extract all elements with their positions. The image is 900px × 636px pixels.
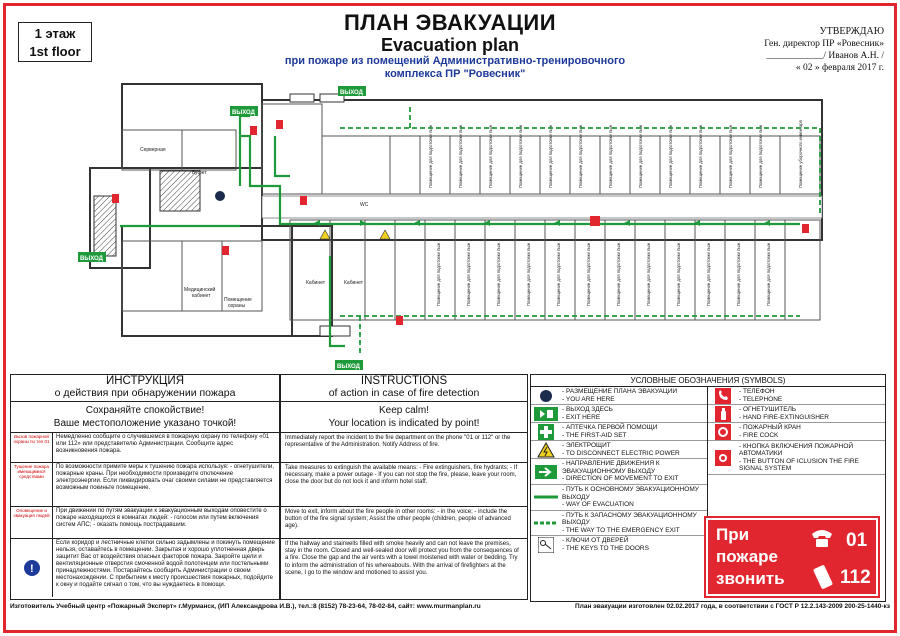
svg-text:Помещение для подготовки пыж: Помещение для подготовки пыж [458, 124, 463, 188]
symbol-ru: - ПУТЬ К ОСНОВНОМУ ЭВАКУАЦИОННОМУ ВЫХОДУ [562, 486, 699, 501]
symbol-en: - THE FIRST-AID SET [562, 431, 627, 439]
door-keys-icon [533, 537, 559, 552]
svg-text:Помещение: Помещение [224, 297, 252, 303]
svg-text:Серверная: Серверная [140, 147, 166, 153]
ru-row-text: Немедленно сообщите о случившемся в пожарную охрану по телефону «01 или 112» или представителю Администрации. Сообщите адрес возникновения пожара. [56, 434, 270, 454]
ru-keep-calm [11, 401, 279, 433]
callbox-line2: пожаре [716, 547, 778, 566]
approve-line1: УТВЕРЖДАЮ [819, 26, 884, 37]
svg-text:Помещение для подготовки пыж: Помещение для подготовки пыж [578, 124, 583, 188]
svg-text:Помещение для подготовки пыж: Помещение для подготовки пыж [496, 242, 501, 306]
en-row-1: Immediately report the incident to the fire department on the phone "01 or 112" or the representative of the Administration. Notify Address of fire. [281, 433, 527, 463]
symbol-ru: - ОГНЕТУШИТЕЛЬ [739, 406, 797, 413]
svg-text:ВЫХОД: ВЫХОД [337, 364, 360, 370]
floor-en: 1st floor [29, 44, 81, 59]
footer-left: Изготовитель Учебный центр «Пожарный Эксперт» г.Мурманск, (ИП Александрова И.В.), тел.:8 (8152) 78-23-64, 78-02-84, сайт: www.murmanplan.ru [10, 603, 481, 610]
approval-block [724, 26, 884, 74]
callbox-number-112: 112 [840, 567, 871, 588]
electric-warning-icon [533, 442, 559, 457]
svg-text:Помещение для подготовки пыж: Помещение для подготовки пыж [526, 242, 531, 306]
spare-route-icon [533, 515, 559, 530]
floor-label [18, 22, 92, 62]
symbol-item [531, 441, 707, 459]
floor-plan [60, 76, 860, 372]
ru-row-2 [11, 463, 279, 507]
svg-text:!: ! [29, 563, 34, 575]
symbol-item [708, 405, 885, 423]
mobile-phone-icon [812, 564, 834, 590]
subtitle-line1: при пожаре из помещений Административно-тренировочного [284, 55, 626, 67]
subtitle-line2: комплекса ПР "Ровесник" [384, 68, 526, 80]
svg-text:кабинет: кабинет [192, 293, 211, 299]
fire-alarm-button-icon [710, 450, 736, 465]
symbol-ru: - ВЫХОД ЗДЕСЬ [562, 406, 613, 413]
symbol-ru: - КЛЮЧИ ОТ ДВЕРЕЙ [562, 537, 629, 544]
extinguish-icon: Тушение пожара имеющимися средствами [11, 463, 53, 506]
en-row-2: Take measures to extinguish the available means: - Fire extinguishers, fire hydrants; - If necessary, make a power outage - If you can not stop the fire, please, leave your room, close the door but do not lock it and inform hotel staff. [281, 463, 527, 507]
symbol-ru: - КНОПКА ВКЛЮЧЕНИЯ ПОЖАРНОЙ АВТОМАТИКИ [739, 442, 854, 457]
svg-text:Помещение для подготовки пыж: Помещение для подготовки пыж [488, 124, 493, 188]
symbol-item [531, 423, 707, 441]
info-icon [11, 539, 53, 597]
footer-right: План эвакуации изготовлен 02.02.2017 года, в соответствии с ГОСТ Р 12.2.143-2009 200-25-1440-кз [575, 603, 890, 610]
symbol-en: - EXIT HERE [562, 413, 601, 421]
symbol-en: - WAY OF EVACUATION [562, 501, 634, 508]
symbol-ru: - НАПРАВЛЕНИЕ ДВИЖЕНИЯ К ЭВАКУАЦИОННОМУ ВЫХОДУ [562, 460, 660, 475]
symbol-en: - TO DISCONNECT ELECTRIC POWER [562, 449, 680, 457]
en-row-4: If the hallway and stairwells filled with smoke heavily and can not leave the premises, stay in the room. Closed and well-sealed door will protect you from the consequences of a fire. Close the gap and the air vents with a towel moistened with water or bedding. Try to inform the administration of his whereabouts. With the arrival of firefighters at the scene, I go to the window and motioned to assist you. [285, 541, 519, 576]
callbox-text [716, 524, 785, 590]
svg-text:Помещение для подготовки пыж: Помещение для подготовки пыж [758, 124, 763, 188]
symbol-item [708, 441, 885, 475]
symbol-item [531, 459, 707, 485]
symbol-en: - THE WAY TO THE EMERGENCY EXIT [562, 526, 680, 534]
svg-text:Помещение для подготовки пыж: Помещение для подготовки пыж [616, 242, 621, 306]
symbol-item [531, 511, 707, 537]
notify-people-icon: Оповещение и эвакуация людей [11, 507, 53, 538]
svg-text:Помещение для подготовки пыж: Помещение для подготовки пыж [736, 242, 741, 306]
svg-text:ВЫХОД: ВЫХОД [232, 110, 255, 116]
svg-text:Медицинский: Медицинский [184, 287, 216, 293]
svg-text:Помещение для подготовки пыж: Помещение для подготовки пыж [668, 124, 673, 188]
symbol-item [531, 387, 707, 405]
ru-row-3 [11, 507, 279, 539]
symbol-ru: - ЭЛЕКТРОЩИТ [562, 442, 611, 449]
ru-row-text: Если коридор и лестничные клетки сильно задымлены и покинуть помещение нельзя, оставайтесь в помещении. Закрытая и хорошо уплотненная дверь защитит Вас от воздействия опасных факторов пожара. Закройте щели и вентиляционные отверстия смоченной водой полотенцем или постельными принадлежностями. Постарайтесь сообщить Администрации о своем местонахождении. С прибытием к месту происшествия пожарных, подойдите к окну и подайте сигнал о том, что вы нуждаетесь в помощи. [56, 540, 275, 588]
svg-text:Помещение для подготовки пыж: Помещение для подготовки пыж [466, 242, 471, 306]
svg-text:Помещение для подготовки пыж: Помещение для подготовки пыж [728, 124, 733, 188]
svg-text:Помещение для подготовки пыж: Помещение для подготовки пыж [608, 124, 613, 188]
svg-text:Помещение для подготовки пыж: Помещение для подготовки пыж [436, 242, 441, 306]
symbol-en: - TELEPHONE [739, 395, 783, 403]
approve-line3: ____________/ Иванов А.Н. / [766, 51, 884, 61]
footer [10, 603, 890, 610]
instruction-ru-panel [10, 374, 280, 600]
ru-title: ИНСТРУКЦИЯ [105, 375, 185, 387]
symbol-en: - YOU ARE HERE [562, 395, 615, 403]
svg-text:Помещение для подготовки пыж: Помещение для подготовки пыж [428, 124, 433, 188]
en-title: INSTRUCTIONS [360, 375, 448, 387]
fire-cock-icon [710, 424, 736, 439]
emergency-call-box [704, 516, 880, 598]
ru-keep2: Ваше местоположение указано точкой! [53, 418, 237, 429]
symbol-ru: - ПОЖАРНЫЙ КРАН [739, 424, 801, 431]
callbox-number-01: 01 [846, 530, 868, 551]
symbols-title: УСЛОВНЫЕ ОБОЗНАЧЕНИЯ (SYMBOLS) [531, 375, 885, 387]
call-fire-dept-icon: Вызов пожарной охраны по тел 01 [11, 433, 53, 462]
floor-ru: 1 этаж [34, 26, 76, 41]
svg-text:Помещение для подготовки пыж: Помещение для подготовки пыж [556, 242, 561, 306]
symbol-ru: - ТЕЛЕФОН [739, 388, 775, 395]
symbol-item [531, 485, 707, 511]
ru-row-1 [11, 433, 279, 463]
svg-text:Кабинет: Кабинет [306, 280, 326, 286]
svg-text:Буфет: Буфет [192, 170, 207, 176]
title-ru: ПЛАН ЭВАКУАЦИИ [343, 10, 557, 35]
ru-row-text: По возможности примите меры к тушению пожара используя: - огнетушители, пожарные краны. При необходимости произведите отключение электроэнергии. Если ликвидировать очаг своими силами не представляется возможным покиньте помещение. [56, 464, 275, 491]
svg-text:Помещение для подготовки пыж: Помещение для подготовки пыж [638, 124, 643, 188]
fire-extinguisher-icon [710, 406, 736, 421]
telephone-icon [810, 528, 834, 548]
instruction-en-panel [280, 374, 528, 600]
symbol-item [708, 387, 885, 405]
symbols-left-col [531, 387, 708, 553]
symbol-ru: - АПТЕЧКА ПЕРВОЙ ПОМОЩИ [562, 424, 658, 431]
symbol-item [531, 536, 707, 553]
en-subtitle: of action in case of fire detection [328, 387, 480, 399]
approve-line4: « 02 » февраля 2017 г. [795, 63, 884, 73]
symbol-ru: - РАЗМЕЩЕНИЕ ПЛАНА ЭВАКУАЦИИ [562, 388, 678, 395]
svg-text:ВЫХОД: ВЫХОД [340, 90, 363, 96]
svg-text:ВЫХОД: ВЫХОД [80, 256, 103, 262]
ru-subtitle: о действия при обнаружении пожара [54, 387, 236, 399]
you-are-here-icon [533, 388, 559, 403]
approve-line2: Ген. директор ПР «Ровесник» [764, 39, 884, 49]
first-aid-icon [533, 424, 559, 439]
svg-text:охраны: охраны [228, 303, 246, 309]
svg-text:Помещение для подготовки пыж: Помещение для подготовки пыж [706, 242, 711, 306]
callbox-line1: При [716, 525, 750, 544]
en-keep1: Keep calm! [378, 405, 430, 416]
ru-row-4 [11, 539, 279, 597]
en-row-3: Move to exit, inform about the fire people in other rooms: - in the voice; - include the button of the fire signal system; Assist the other people (children, people of advanced age). [281, 507, 527, 539]
symbol-en: - THE BUTTON OF ICLUSION THE FIRE SIGNAL SYSTEM [739, 457, 859, 472]
svg-text:Помещение для подготовки пыж: Помещение для подготовки пыж [698, 124, 703, 188]
symbol-en: - DIRECTION OF MOVEMENT TO EXIT [562, 475, 679, 483]
telephone-icon [710, 388, 736, 403]
evacuation-direction-icon [533, 464, 559, 479]
symbol-en: - FIRE COCK [739, 431, 779, 439]
ru-row-text: При движении по путям эвакуации к эвакуационным выходам оповестите о пожаре находящихся в комнатах людей: - голосом или путем включения систем АПС; - оказать помощь пострадавшим. [56, 508, 267, 528]
symbol-item [708, 423, 885, 441]
en-keep-calm [281, 401, 527, 433]
svg-text:WC: WC [360, 202, 369, 208]
svg-text:Помещение для подготовки пыж: Помещение для подготовки пыж [766, 242, 771, 306]
symbol-en: - THE KEYS TO THE DOORS [562, 544, 649, 552]
svg-text:Помещение для подготовки пыж: Помещение для подготовки пыж [586, 242, 591, 306]
svg-text:Помещение для подготовки пыж: Помещение для подготовки пыж [646, 242, 651, 306]
ru-keep1: Сохраняйте спокойствие! [85, 405, 205, 416]
main-route-icon [533, 490, 559, 505]
symbol-item [531, 405, 707, 423]
symbol-ru: - ПУТЬ К ЗАПАСНОМУ ЭВАКУАЦИОННОМУ ВЫХОДУ [562, 511, 697, 526]
callbox-line3: звонить [716, 569, 785, 588]
svg-text:Помещение уборочного инвентаря: Помещение уборочного инвентаря [798, 120, 803, 188]
exit-sign-icon [533, 406, 559, 421]
title-en: Evacuation plan [380, 35, 520, 55]
svg-text:Помещение для подготовки пыж: Помещение для подготовки пыж [518, 124, 523, 188]
en-keep2: Your location is indicated by point! [328, 418, 480, 429]
svg-text:Кабинет: Кабинет [344, 280, 364, 286]
svg-text:Помещение для подготовки пыж: Помещение для подготовки пыж [676, 242, 681, 306]
symbol-en: - HAND FIRE-EXTINGUISHER [739, 413, 829, 421]
svg-text:Помещение для подготовки пыж: Помещение для подготовки пыж [548, 124, 553, 188]
